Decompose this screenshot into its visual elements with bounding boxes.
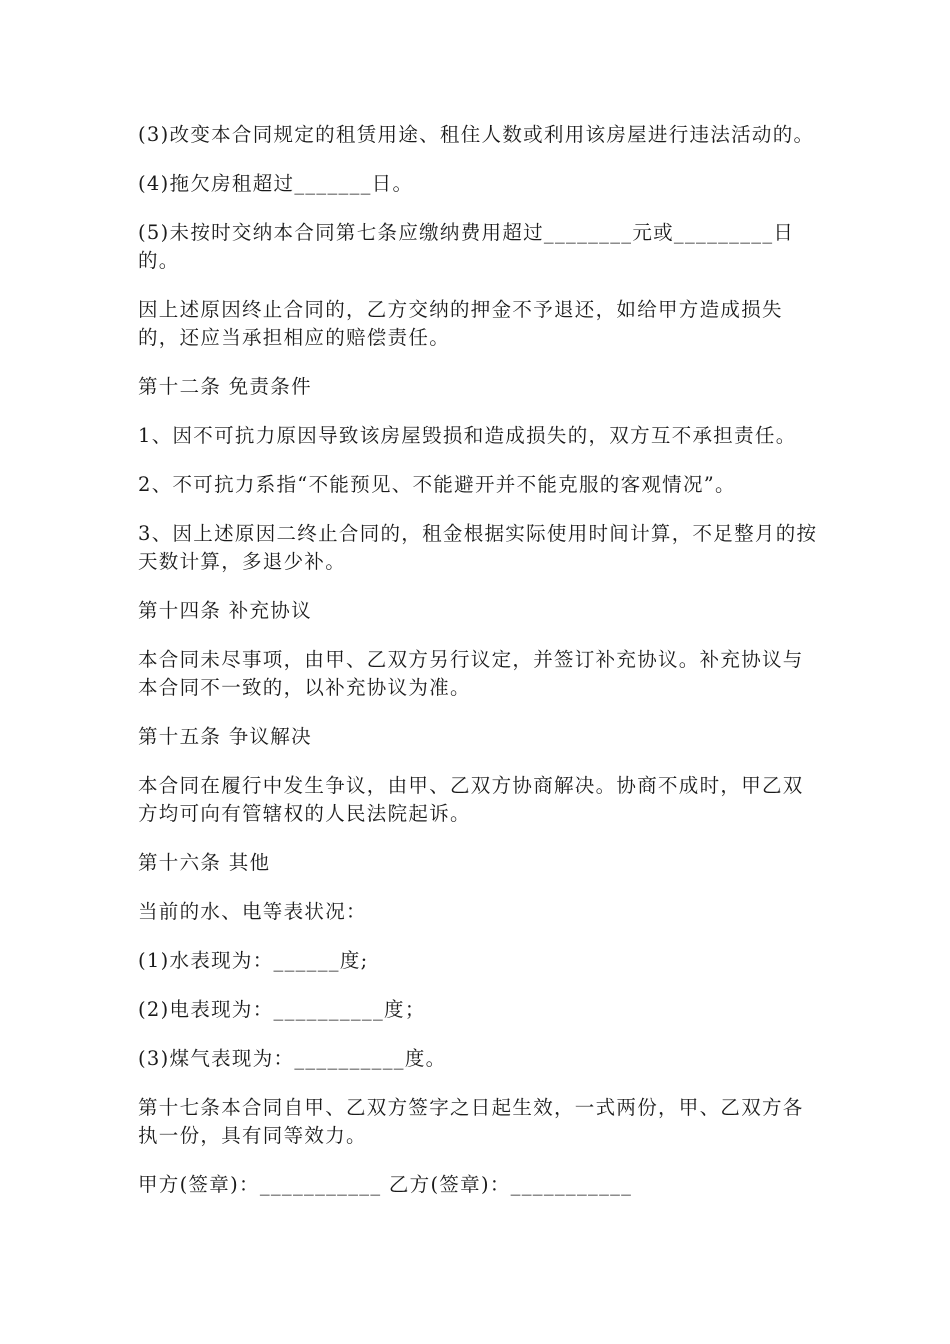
clause-5-fees-overdue: (5)未按时交纳本合同第七条应缴纳费用超过________元或_________日的。 [138, 221, 795, 272]
document-page [138, 121, 818, 1220]
force-majeure-item-3: 3、因上述原因二终止合同的，租金根据实际使用时间计算，不足整月的按天数计算，多退少补。 [138, 522, 818, 573]
gas-meter-line: (3)煤气表现为：__________度。 [138, 1047, 447, 1070]
article-17-effective-paragraph: 第十七条本合同自甲、乙双方签字之日起生效，一式两份，甲、乙双方各执一份，具有同等效力。 [138, 1096, 804, 1147]
clause-4-rent-overdue: (4)拖欠房租超过_______日。 [138, 172, 414, 195]
signature-line: 甲方(签章)：___________ 乙方(签章)：___________ [138, 1173, 633, 1196]
article-12-heading: 第十二条 免责条件 [138, 375, 312, 398]
force-majeure-item-2: 2、不可抗力系指“不能预见、不能避开并不能克服的客观情况”。 [138, 473, 736, 496]
article-14-heading: 第十四条 补充协议 [138, 599, 312, 622]
electricity-meter-line: (2)电表现为：__________度； [138, 998, 426, 1021]
supplementary-agreement-paragraph: 本合同未尽事项，由甲、乙双方另行议定，并签订补充协议。补充协议与本合同不一致的，以补充协议为准。 [138, 648, 804, 699]
dispute-resolution-paragraph: 本合同在履行中发生争议，由甲、乙双方协商解决。协商不成时，甲乙双方均可向有管辖权的人民法院起诉。 [138, 774, 804, 825]
water-meter-line: (1)水表现为：______度; [138, 949, 369, 972]
article-16-heading: 第十六条 其他 [138, 851, 271, 874]
force-majeure-item-1: 1、因不可抗力原因导致该房屋毁损和造成损失的，双方互不承担责任。 [138, 424, 797, 447]
clause-3-illegal-use: (3)改变本合同规定的租赁用途、租住人数或利用该房屋进行违法活动的。 [138, 123, 815, 146]
article-15-heading: 第十五条 争议解决 [138, 725, 312, 748]
deposit-forfeit-paragraph: 因上述原因终止合同的，乙方交纳的押金不予退还，如给甲方造成损失的，还应当承担相应的赔偿责任。 [138, 298, 783, 349]
meter-status-intro: 当前的水、电等表状况： [138, 900, 367, 923]
